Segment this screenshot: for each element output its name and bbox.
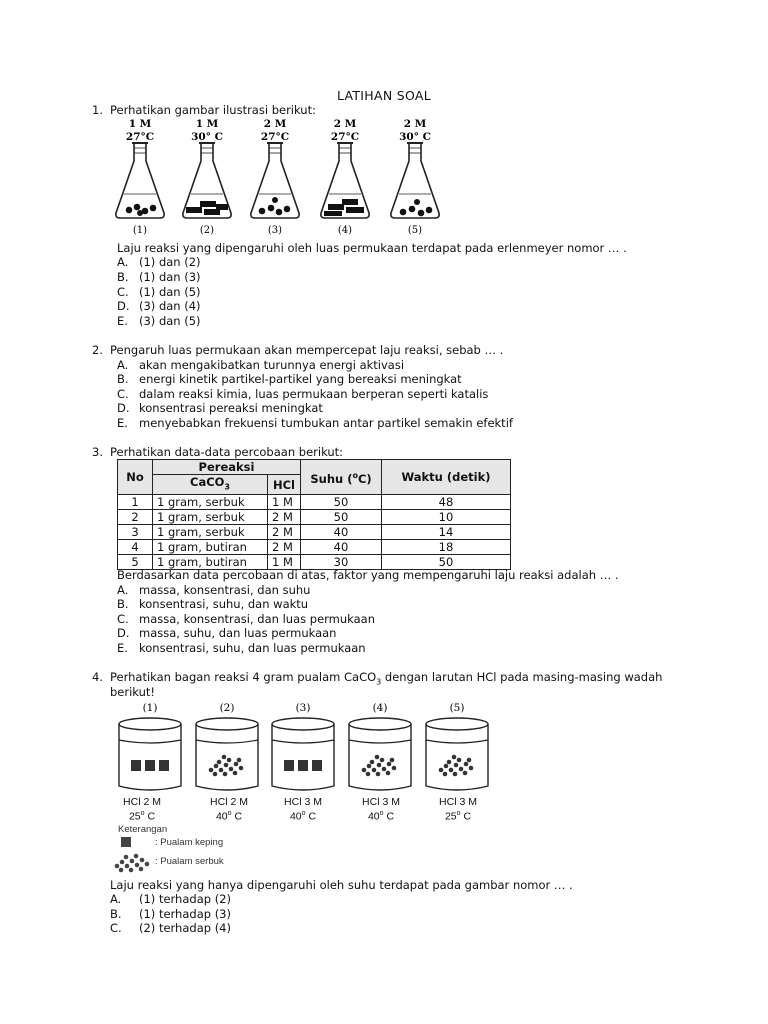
q1-option-b[interactable]: B. (1) dan (3): [117, 270, 201, 284]
q4-question: Laju reaksi yang hanya dipengaruhi oleh suhu terdapat pada gambar nomor … .: [110, 878, 573, 892]
legend-serbuk: : Pualam serbuk: [155, 856, 224, 867]
q4-option-c[interactable]: C. (2) terhadap (4): [110, 921, 231, 935]
beaker-1-caption: HCl 2 M 25$^o$ C: [123, 796, 161, 823]
flask-1-conc: 1 M: [128, 118, 152, 130]
table-row: 2 1 gram, serbuk 2 M 50 10: [118, 510, 511, 525]
q1-option-c[interactable]: C. (1) dan (5): [117, 285, 201, 299]
legend-title: Keterangan: [118, 824, 168, 835]
flask-1-label: (1): [132, 225, 148, 236]
th-pereaksi: Pereaksi: [153, 460, 301, 475]
q1-option-a[interactable]: A. (1) dan (2): [117, 255, 201, 269]
beaker-5-caption: HCl 3 M 25$^o$ C: [439, 796, 477, 823]
q3-option-b[interactable]: B. konsentrasi, suhu, dan waktu: [117, 597, 309, 611]
q4-number: 4.: [92, 670, 103, 684]
flask-2-temp: 30° C: [191, 131, 223, 143]
flask-5-conc: 2 M: [403, 118, 427, 130]
q4-beaker-figure: [112, 698, 492, 798]
q2-option-c[interactable]: C. dalam reaksi kimia, luas permukaan berperan seperti katalis: [117, 387, 489, 401]
q2-option-d[interactable]: D. konsentrasi pereaksi meningkat: [117, 401, 323, 415]
table-row: 1 1 gram, serbuk 1 M 50 48: [118, 495, 511, 510]
beaker-1: [119, 702, 181, 790]
page-title: LATIHAN SOAL: [336, 88, 432, 103]
q3-number: 3.: [92, 445, 103, 459]
beaker-1-label: (1): [142, 702, 158, 714]
q2-option-b[interactable]: B. energi kinetik partikel-partikel yang bereaksi meningkat: [117, 372, 462, 386]
th-hcl: HCl: [268, 475, 301, 495]
beaker-4-label: (4): [372, 702, 388, 714]
q1-flask-figure: [100, 116, 460, 240]
q1-number: 1.: [92, 103, 103, 117]
table-row: 5 1 gram, butiran 1 M 30 50: [118, 555, 511, 570]
q2-stem: Pengaruh luas permukaan akan mempercepat laju reaksi, sebab … .: [110, 343, 504, 357]
flask-4-label: (4): [337, 225, 353, 236]
flask-2: [183, 118, 231, 236]
beaker-5: [426, 702, 488, 790]
beaker-3-label: (3): [295, 702, 311, 714]
q2-option-e[interactable]: E. menyebabkan frekuensi tumbukan antar partikel semakin efektif: [117, 416, 513, 430]
flask-2-label: (2): [199, 225, 215, 236]
q3-option-a[interactable]: A. massa, konsentrasi, dan suhu: [117, 583, 311, 597]
flask-2-conc: 1 M: [195, 118, 219, 130]
beaker-3-caption: HCl 3 M 40$^o$ C: [284, 796, 322, 823]
q1-option-d[interactable]: D. (3) dan (4): [117, 299, 201, 313]
flask-5-temp: 30° C: [399, 131, 431, 143]
table-row: 4 1 gram, butiran 2 M 40 18: [118, 540, 511, 555]
flask-3: [251, 118, 299, 236]
table-row: 3 1 gram, serbuk 2 M 40 14: [118, 525, 511, 540]
q3-stem: Perhatikan data-data percobaan berikut:: [110, 445, 344, 459]
q3-data-table: [117, 459, 511, 570]
beaker-4-caption: HCl 3 M 40$^o$ C: [362, 796, 400, 823]
flask-5-label: (5): [407, 225, 423, 236]
q3-option-e[interactable]: E. konsentrasi, suhu, dan luas permukaan: [117, 641, 366, 655]
flask-4-temp: 27°C: [330, 131, 360, 143]
q2-number: 2.: [92, 343, 103, 357]
q2-option-a[interactable]: A. akan mengakibatkan turunnya energi aktivasi: [117, 358, 405, 372]
flask-3-label: (3): [267, 225, 283, 236]
q1-stem: Perhatikan gambar ilustrasi berikut:: [110, 103, 316, 117]
flask-5: [391, 118, 439, 236]
q4-stem: Perhatikan bagan reaksi 4 gram pualam CaCO$_3$ dengan larutan HCl pada masing-masing wadah: [110, 670, 663, 687]
flask-3-conc: 2 M: [263, 118, 287, 130]
legend-keping-swatch: [121, 837, 131, 847]
th-suhu: Suhu ($^o$C): [301, 460, 382, 495]
q3-option-d[interactable]: D. massa, suhu, dan luas permukaan: [117, 626, 337, 640]
beaker-3: [272, 702, 334, 790]
flask-1-temp: 27°C: [125, 131, 155, 143]
flask-1: [116, 118, 164, 236]
beaker-2: [196, 702, 258, 790]
flask-3-temp: 27°C: [260, 131, 290, 143]
q3-question: Berdasarkan data percobaan di atas, faktor yang mempengaruhi laju reaksi adalah … .: [117, 568, 619, 582]
flask-4-conc: 2 M: [333, 118, 357, 130]
beaker-5-label: (5): [449, 702, 465, 714]
q1-option-e[interactable]: E. (3) dan (5): [117, 314, 201, 328]
q1-question: Laju reaksi yang dipengaruhi oleh luas permukaan terdapat pada erlenmeyer nomor … .: [117, 241, 627, 255]
legend-serbuk-swatch: [112, 852, 154, 874]
beaker-4: [349, 702, 411, 790]
flask-4: [321, 118, 369, 236]
legend-keping: : Pualam keping: [155, 837, 224, 848]
beaker-2-caption: HCl 2 M 40$^o$ C: [210, 796, 248, 823]
th-caco3: CaCO$_3$: [153, 475, 268, 495]
beaker-2-label: (2): [219, 702, 235, 714]
th-no: No: [118, 460, 153, 495]
th-waktu: Waktu (detik): [382, 460, 511, 495]
q4-option-a[interactable]: A. (1) terhadap (2): [110, 892, 231, 906]
q3-option-c[interactable]: C. massa, konsentrasi, dan luas permukaan: [117, 612, 376, 626]
q4-option-b[interactable]: B. (1) terhadap (3): [110, 907, 231, 921]
q4-stem-line2: berikut!: [110, 685, 156, 699]
